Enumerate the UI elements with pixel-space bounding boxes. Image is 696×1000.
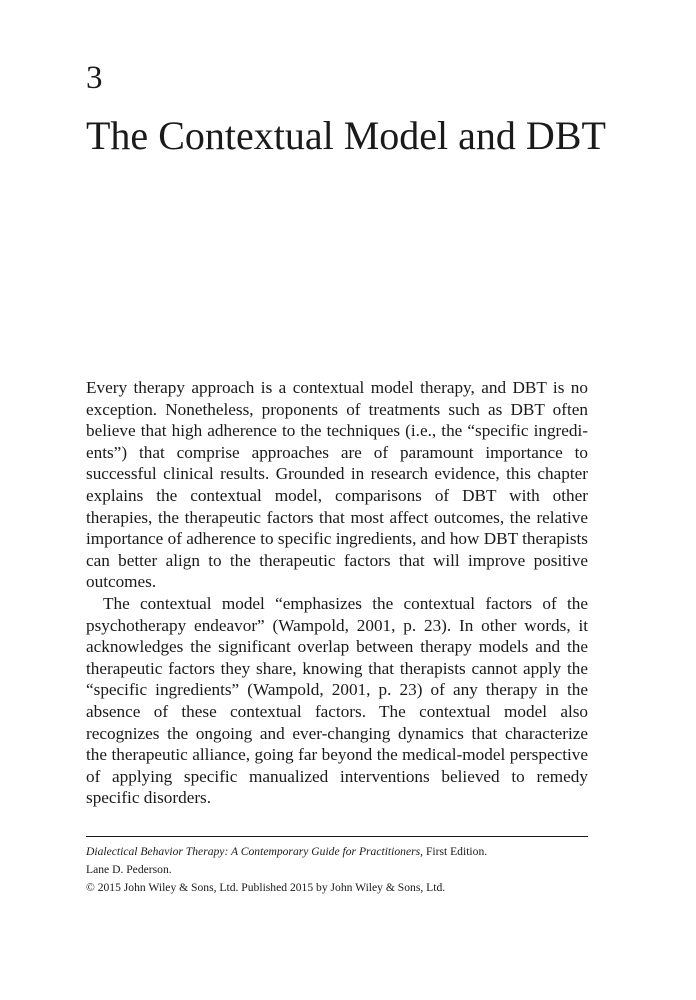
chapter-number: 3 xyxy=(86,60,103,96)
footnote-book-title: Dialectical Behavior Therapy: A Contemporary Guide for Practitioners xyxy=(86,845,421,858)
footnote xyxy=(86,843,588,897)
chapter-body xyxy=(86,377,588,809)
footnote-edition: , First Edition. xyxy=(420,845,488,858)
body-paragraph-1: Every therapy approach is a contextual model therapy, and DBT is no exception. Nonetheless, proponents of treatments such as DBT often believe that high adherence to the techniques (i.e., the “specific ingredients”) that comprise approaches are of paramount importance to successful clinical results. Grounded in research evidence, this chapter explains the contextual model, comparisons of DBT with other therapies, the therapeutic factors that most affect outcomes, the relative importance of adherence to specific ingredients, and how DBT therapists can better align to the therapeutic factors that will improve positive outcomes. xyxy=(86,378,588,592)
chapter-title: The Contextual Model and DBT xyxy=(86,113,606,158)
footnote-copyright: © 2015 John Wiley & Sons, Ltd. Published 2015 by John Wiley & Sons, Ltd. xyxy=(86,881,446,894)
footnote-citation-line xyxy=(86,843,588,861)
body-paragraph-2: The contextual model “emphasizes the contextual factors of the psychotherapy endeavor” (Wampold, 2001, p. 23). In other words, it acknowledges the significant overlap between therapy models and the therapeutic factors they share, knowing that therapists cannot apply the “specific ingredients” (Wampold, 2001, p. 23) of any therapy in the absence of these contextual factors. The contextual model also recognizes the ongoing and ever-changing dynamics that characterize the therapeutic alliance, going far beyond the medical-model perspective of applying specific manualized interventions believed to remedy specific disorders. xyxy=(86,593,588,808)
footnote-divider xyxy=(86,836,588,837)
footnote-author: Lane D. Pederson. xyxy=(86,863,172,876)
